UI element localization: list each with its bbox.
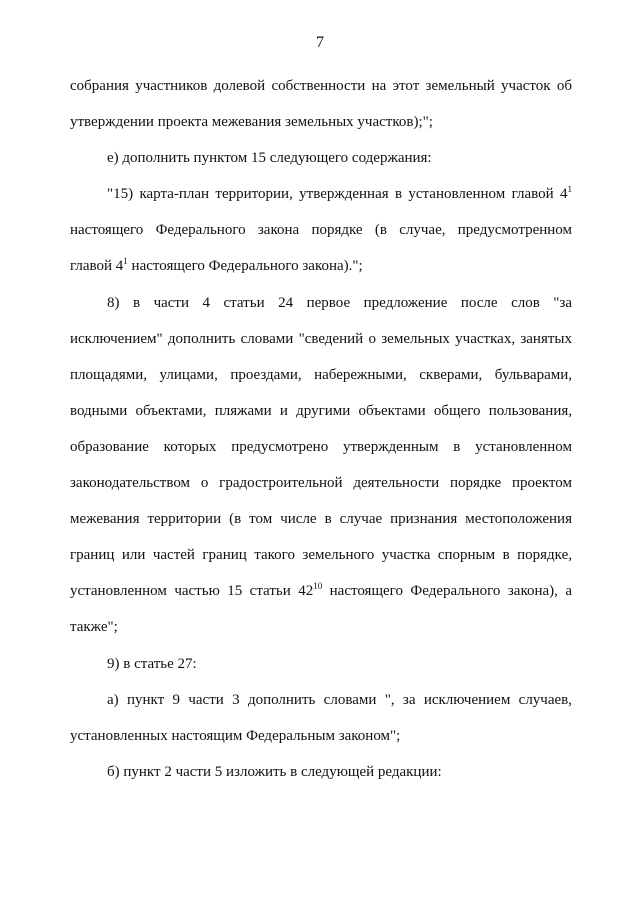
- text-line: 8) в части 4 статьи 24 первое предложение после слов "за: [107, 294, 572, 311]
- text-line: [70, 573, 572, 609]
- superscript: 1: [123, 256, 128, 267]
- superscript: 10: [313, 581, 323, 592]
- text-line: [70, 176, 572, 212]
- superscript: 1: [567, 184, 572, 195]
- text-line: водными объектами, пляжами и другими объектами общего пользования,: [70, 402, 572, 419]
- text-line: площадями, улицами, проездами, набережными, скверами, бульварами,: [70, 366, 572, 383]
- text-line: исключением" дополнить словами "сведений о земельных участках, занятых: [70, 330, 572, 347]
- text-line: межевания территории (в том числе в случае признания местоположения: [70, 511, 572, 528]
- text-line: е) дополнить пунктом 15 следующего содержания:: [107, 150, 432, 167]
- text-line: 9) в статье 27:: [107, 655, 197, 672]
- text-segment: настоящего Федерального закона).";: [127, 258, 363, 275]
- document-body: [70, 68, 572, 790]
- text-line: также";: [70, 619, 118, 636]
- text-line: собрания участников долевой собственности на этот земельный участок об: [70, 78, 572, 94]
- text-segment: главой 4: [70, 258, 124, 275]
- text-line: настоящего Федерального закона порядке (в случае, предусмотренном: [70, 222, 572, 239]
- text-line: б) пункт 2 части 5 изложить в следующей редакции:: [107, 763, 442, 780]
- page-number: 7: [316, 34, 324, 51]
- text-line: [70, 248, 572, 284]
- text-line: утверждении проекта межевания земельных участков);";: [70, 114, 433, 131]
- text-segment: установленном частью 15 статьи 42: [70, 583, 314, 600]
- text-line: а) пункт 9 части 3 дополнить словами ", за исключением случаев,: [107, 691, 572, 708]
- text-line: образование которых предусмотрено утвержденным в установленном: [70, 438, 572, 455]
- text-line: установленных настоящим Федеральным законом";: [70, 727, 401, 744]
- text-line: законодательством о градостроительной деятельности порядке проектом: [70, 475, 572, 492]
- text-segment: "15) карта-план территории, утвержденная в установленном главой 4: [107, 186, 568, 203]
- text-segment: настоящего Федерального закона), а: [322, 583, 572, 600]
- text-line: границ или частей границ такого земельного участка спорным в порядке,: [70, 547, 572, 564]
